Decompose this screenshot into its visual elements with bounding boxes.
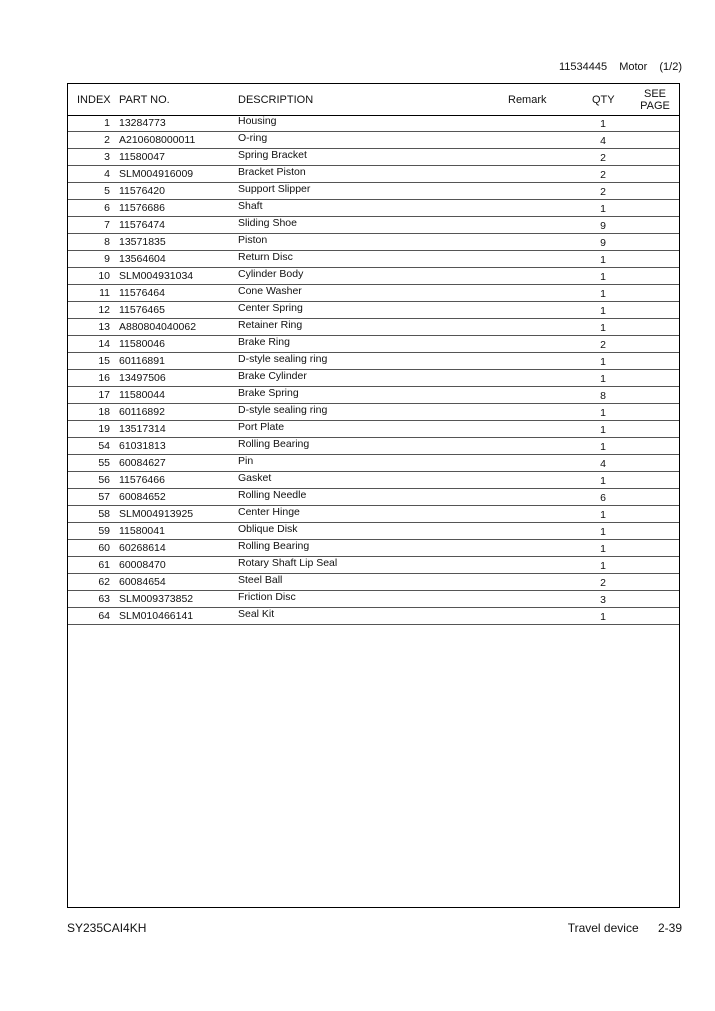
cell-qty: 1 — [600, 356, 606, 368]
cell-description: Friction Disc — [238, 591, 296, 603]
table-row — [68, 166, 679, 183]
table-row — [68, 115, 679, 132]
cell-description: Brake Cylinder — [238, 370, 307, 382]
cell-part-no: SLM010466141 — [119, 610, 194, 622]
cell-part-no: A210608000011 — [119, 134, 196, 146]
cell-description: Piston — [238, 234, 268, 246]
cell-qty: 6 — [600, 492, 606, 504]
cell-part-no: 60084654 — [119, 576, 166, 588]
cell-index: 12 — [98, 304, 110, 316]
cell-index: 5 — [104, 185, 110, 197]
table-row — [68, 200, 679, 217]
cell-index: 9 — [104, 253, 110, 265]
cell-description: Sliding Shoe — [238, 217, 297, 229]
cell-part-no: 13571835 — [119, 236, 166, 248]
cell-index: 11 — [99, 287, 110, 299]
cell-part-no: 11576464 — [119, 287, 165, 299]
cell-qty: 2 — [600, 339, 606, 351]
cell-description: Pin — [238, 455, 254, 467]
cell-qty: 1 — [600, 509, 606, 521]
cell-qty: 2 — [600, 577, 606, 589]
table-row — [68, 506, 679, 523]
column-header-remark: Remark — [508, 93, 547, 106]
cell-qty: 1 — [600, 203, 606, 215]
cell-qty: 9 — [600, 237, 606, 249]
cell-qty: 8 — [600, 390, 606, 402]
cell-description: Oblique Disk — [238, 523, 298, 535]
column-header-page: PAGE — [640, 99, 670, 112]
cell-index: 19 — [98, 423, 110, 435]
cell-qty: 1 — [600, 560, 606, 572]
cell-qty: 1 — [600, 288, 606, 300]
cell-index: 6 — [104, 202, 110, 214]
footer-model: SY235CAI4KH — [67, 921, 147, 935]
table-row — [68, 455, 679, 472]
cell-part-no: 13517314 — [119, 423, 166, 435]
cell-part-no: 60084627 — [119, 457, 166, 469]
cell-part-no: 11576686 — [119, 202, 165, 214]
cell-description: Housing — [238, 115, 277, 127]
cell-description: Bracket Piston — [238, 166, 306, 178]
cell-part-no: 11580044 — [119, 389, 165, 401]
cell-part-no: 61031813 — [119, 440, 166, 452]
column-header-description: DESCRIPTION — [238, 93, 314, 106]
cell-index: 10 — [98, 270, 110, 282]
cell-part-no: 11576466 — [119, 474, 165, 486]
table-row — [68, 353, 679, 370]
cell-part-no: SLM009373852 — [119, 593, 194, 605]
parts-table — [67, 83, 680, 908]
table-row — [68, 591, 679, 608]
cell-index: 13 — [98, 321, 110, 333]
page-header — [559, 61, 682, 73]
cell-description: D-style sealing ring — [238, 404, 328, 416]
table-row — [68, 285, 679, 302]
cell-qty: 1 — [600, 322, 606, 334]
cell-part-no: SLM004931034 — [119, 270, 194, 282]
cell-description: Shaft — [238, 200, 263, 212]
cell-part-no: 11576465 — [119, 304, 165, 316]
cell-description: Rolling Bearing — [238, 540, 310, 552]
cell-qty: 1 — [600, 543, 606, 555]
cell-qty: 2 — [600, 186, 606, 198]
column-header-part-no: PART NO. — [119, 93, 170, 106]
table-row — [68, 523, 679, 540]
cell-qty: 2 — [600, 169, 606, 181]
cell-index: 3 — [104, 151, 110, 163]
page-part-indicator: (1/2) — [659, 61, 682, 73]
table-body — [68, 115, 679, 625]
cell-description: Center Hinge — [238, 506, 300, 518]
cell-qty: 9 — [600, 220, 606, 232]
cell-description: Gasket — [238, 472, 272, 484]
cell-part-no: 60116892 — [119, 406, 165, 418]
cell-description: D-style sealing ring — [238, 353, 328, 365]
table-row — [68, 251, 679, 268]
cell-part-no: SLM004913925 — [119, 508, 194, 520]
column-header-index: INDEX — [77, 93, 111, 106]
cell-description: Retainer Ring — [238, 319, 303, 331]
table-row — [68, 438, 679, 455]
cell-part-no: 13497506 — [119, 372, 166, 384]
table-row — [68, 319, 679, 336]
cell-index: 8 — [104, 236, 110, 248]
footer-section: Travel device — [567, 921, 639, 935]
cell-part-no: 11576474 — [119, 219, 165, 231]
column-header-qty: QTY — [592, 93, 615, 106]
cell-qty: 1 — [600, 526, 606, 538]
cell-part-no: 60268614 — [119, 542, 166, 554]
cell-part-no: 11580047 — [119, 151, 165, 163]
table-row — [68, 183, 679, 200]
cell-part-no: 13284773 — [119, 117, 166, 129]
cell-qty: 1 — [600, 441, 606, 453]
cell-index: 60 — [98, 542, 110, 554]
cell-index: 63 — [98, 593, 110, 605]
cell-part-no: 11580046 — [119, 338, 165, 350]
cell-qty: 1 — [600, 407, 606, 419]
cell-qty: 4 — [600, 458, 606, 470]
cell-description: O-ring — [238, 132, 268, 144]
cell-index: 18 — [98, 406, 110, 418]
cell-index: 56 — [98, 474, 110, 486]
cell-description: Spring Bracket — [238, 149, 307, 161]
cell-index: 7 — [104, 219, 110, 231]
table-row — [68, 234, 679, 251]
cell-description: Rolling Bearing — [238, 438, 310, 450]
column-header-see: SEE — [643, 87, 666, 100]
cell-index: 57 — [98, 491, 110, 503]
cell-qty: 4 — [600, 135, 606, 147]
cell-index: 17 — [98, 389, 110, 401]
cell-description: Support Slipper — [238, 183, 311, 195]
cell-description: Brake Spring — [238, 387, 299, 399]
cell-part-no: 11580041 — [119, 525, 165, 537]
cell-qty: 1 — [600, 118, 606, 130]
cell-qty: 1 — [600, 373, 606, 385]
page-footer — [568, 921, 682, 935]
cell-description: Rotary Shaft Lip Seal — [238, 557, 338, 569]
cell-part-no: 60084652 — [119, 491, 166, 503]
cell-description: Rolling Needle — [238, 489, 307, 501]
cell-description: Cylinder Body — [238, 268, 304, 280]
cell-part-no: 11576420 — [119, 185, 165, 197]
cell-index: 4 — [104, 168, 110, 180]
cell-qty: 1 — [600, 254, 606, 266]
cell-index: 55 — [98, 457, 110, 469]
table-row — [68, 302, 679, 319]
cell-description: Seal Kit — [238, 608, 275, 620]
cell-part-no: 13564604 — [119, 253, 166, 265]
table-header — [68, 84, 679, 116]
table-row — [68, 421, 679, 438]
table-row — [68, 404, 679, 421]
column-header-see-page — [634, 84, 676, 115]
cell-index: 54 — [98, 440, 110, 452]
cell-index: 1 — [104, 117, 110, 129]
cell-description: Port Plate — [238, 421, 285, 433]
table-row — [68, 370, 679, 387]
cell-qty: 1 — [600, 611, 606, 623]
table-row — [68, 472, 679, 489]
table-row — [68, 574, 679, 591]
cell-description: Center Spring — [238, 302, 303, 314]
cell-index: 62 — [98, 576, 110, 588]
cell-qty: 1 — [600, 424, 606, 436]
table-row — [68, 489, 679, 506]
table-row — [68, 132, 679, 149]
cell-part-no: SLM004916009 — [119, 168, 194, 180]
cell-description: Steel Ball — [238, 574, 283, 586]
cell-description: Cone Washer — [238, 285, 302, 297]
cell-index: 58 — [98, 508, 110, 520]
table-row — [68, 268, 679, 285]
assembly-part-number: 11534445 — [559, 61, 608, 73]
cell-part-no: 60116891 — [119, 355, 165, 367]
cell-qty: 3 — [600, 594, 606, 606]
table-row — [68, 149, 679, 166]
cell-qty: 1 — [600, 305, 606, 317]
cell-index: 16 — [98, 372, 110, 384]
cell-qty: 1 — [600, 271, 606, 283]
cell-description: Return Disc — [238, 251, 293, 263]
cell-qty: 2 — [600, 152, 606, 164]
cell-part-no: 60008470 — [119, 559, 166, 571]
cell-part-no: A880804040062 — [119, 321, 197, 333]
cell-index: 59 — [98, 525, 110, 537]
table-row — [68, 387, 679, 404]
table-row — [68, 217, 679, 234]
cell-index: 61 — [98, 559, 110, 571]
footer-page-number: 2-39 — [657, 921, 682, 935]
table-row — [68, 540, 679, 557]
cell-index: 64 — [98, 610, 110, 622]
cell-index: 15 — [98, 355, 110, 367]
table-row — [68, 336, 679, 353]
table-row — [68, 557, 679, 574]
assembly-title: Motor — [619, 61, 648, 73]
cell-description: Brake Ring — [238, 336, 290, 348]
table-row — [68, 608, 679, 625]
cell-index: 14 — [98, 338, 110, 350]
cell-qty: 1 — [600, 475, 606, 487]
cell-index: 2 — [104, 134, 110, 146]
